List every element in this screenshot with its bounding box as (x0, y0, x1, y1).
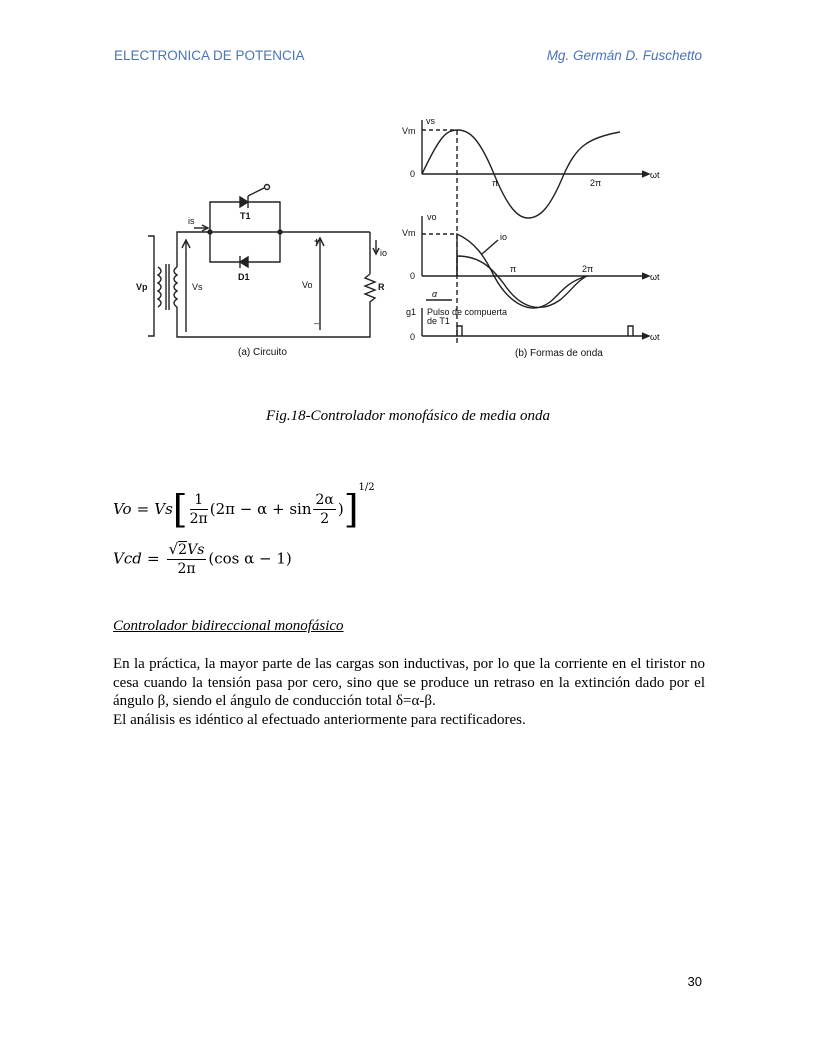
label-vo-wave: vo (427, 212, 437, 222)
label-wt-bot: ωt (650, 332, 660, 342)
equation-vcd (113, 540, 292, 588)
label-pi-mid: π (510, 264, 517, 274)
label-vm-top: Vm (402, 126, 416, 136)
label-vm-mid: Vm (402, 228, 416, 238)
eq1-open: (2π − α + sin (209, 500, 312, 518)
label-zero-top: 0 (410, 169, 416, 179)
label-t1: T1 (240, 211, 251, 221)
eq1-f2-num: 2α (315, 492, 334, 508)
figure-18 (130, 112, 670, 367)
eq1-lhs: Vo (113, 500, 132, 518)
eq2-equals: = (146, 549, 160, 568)
label-vo: Vo (302, 280, 313, 290)
eq2-lhs: Vcd (113, 549, 142, 568)
eq2-sqrt-arg: 2 (178, 542, 188, 558)
eq2-fraction (167, 540, 207, 578)
eq1-fraction-2 (313, 491, 335, 528)
label-io: io (380, 248, 388, 258)
equation-vo (113, 482, 375, 530)
label-is: is (188, 216, 195, 226)
section-title: Controlador bidireccional monofásico (113, 618, 344, 634)
eq1-f1-num: 1 (190, 491, 208, 510)
label-wt-top: ωt (650, 170, 660, 180)
header-right: Mg. Germán D. Fuschetto (546, 48, 702, 63)
eq1-f2-den: 2 (320, 511, 330, 527)
label-wt-mid: ωt (650, 272, 660, 282)
eq1-right-bracket: ] (343, 487, 359, 532)
eq2-numerator: √2Vs (168, 540, 205, 558)
eq2-num-rest: Vs (187, 542, 205, 558)
paragraph-1: En la práctica, la mayor parte de las cargas son inductivas, por lo que la corriente en el tiristor no cesa cuando la tensión pasa por cero, sino que se produce un retraso en la extinción dado por el ángulo β, siendo el ángulo de conducción total δ=α-β. (113, 656, 705, 709)
label-gate-pulse-1: Pulso de compuerta (427, 307, 508, 317)
label-gate-pulse-2: de T1 (427, 316, 450, 326)
label-2pi-mid: 2π (582, 264, 594, 274)
label-vs-wave: vs (426, 116, 435, 126)
circuit-caption: (a) Circuito (238, 347, 287, 358)
waveform-caption: (b) Formas de onda (515, 348, 603, 359)
label-g1: g1 (406, 307, 417, 317)
waveform-labels (402, 116, 660, 359)
page-number: 30 (687, 974, 702, 989)
label-vs: Vs (192, 282, 203, 292)
label-2pi-top: 2π (590, 178, 602, 188)
eq1-equals: = (136, 500, 150, 518)
header-left: ELECTRONICA DE POTENCIA (114, 48, 305, 63)
label-alpha: α (432, 289, 438, 299)
label-minus: – (314, 318, 320, 328)
label-vp: Vp (136, 282, 148, 292)
eq1-f1-den: 2π (189, 511, 208, 527)
eq1-left-bracket: [ (172, 487, 188, 532)
body-text (113, 655, 705, 729)
label-d1: D1 (238, 272, 250, 282)
label-zero-bot: 0 (410, 332, 416, 342)
eq1-exponent: 1/2 (358, 482, 375, 493)
paragraph-2: El análisis es idéntico al efectuado anteriormente para rectificadores. (113, 711, 526, 728)
label-pi-top: π (492, 178, 499, 188)
circuit-diagram (148, 185, 379, 338)
figure-caption: Fig.18-Controlador monofásico de media onda (265, 408, 550, 424)
label-r: R (378, 282, 385, 292)
label-io-wave: io (500, 232, 508, 242)
eq2-denominator: 2π (177, 561, 196, 577)
label-plus: + (314, 236, 320, 246)
eq1-close: ) (337, 500, 344, 518)
eq2-rest: (cos α − 1) (208, 549, 292, 568)
circuit-labels (136, 211, 387, 358)
label-zero-mid: 0 (410, 271, 416, 281)
eq1-vs: Vs (154, 500, 173, 518)
eq1-fraction-1 (190, 491, 208, 528)
